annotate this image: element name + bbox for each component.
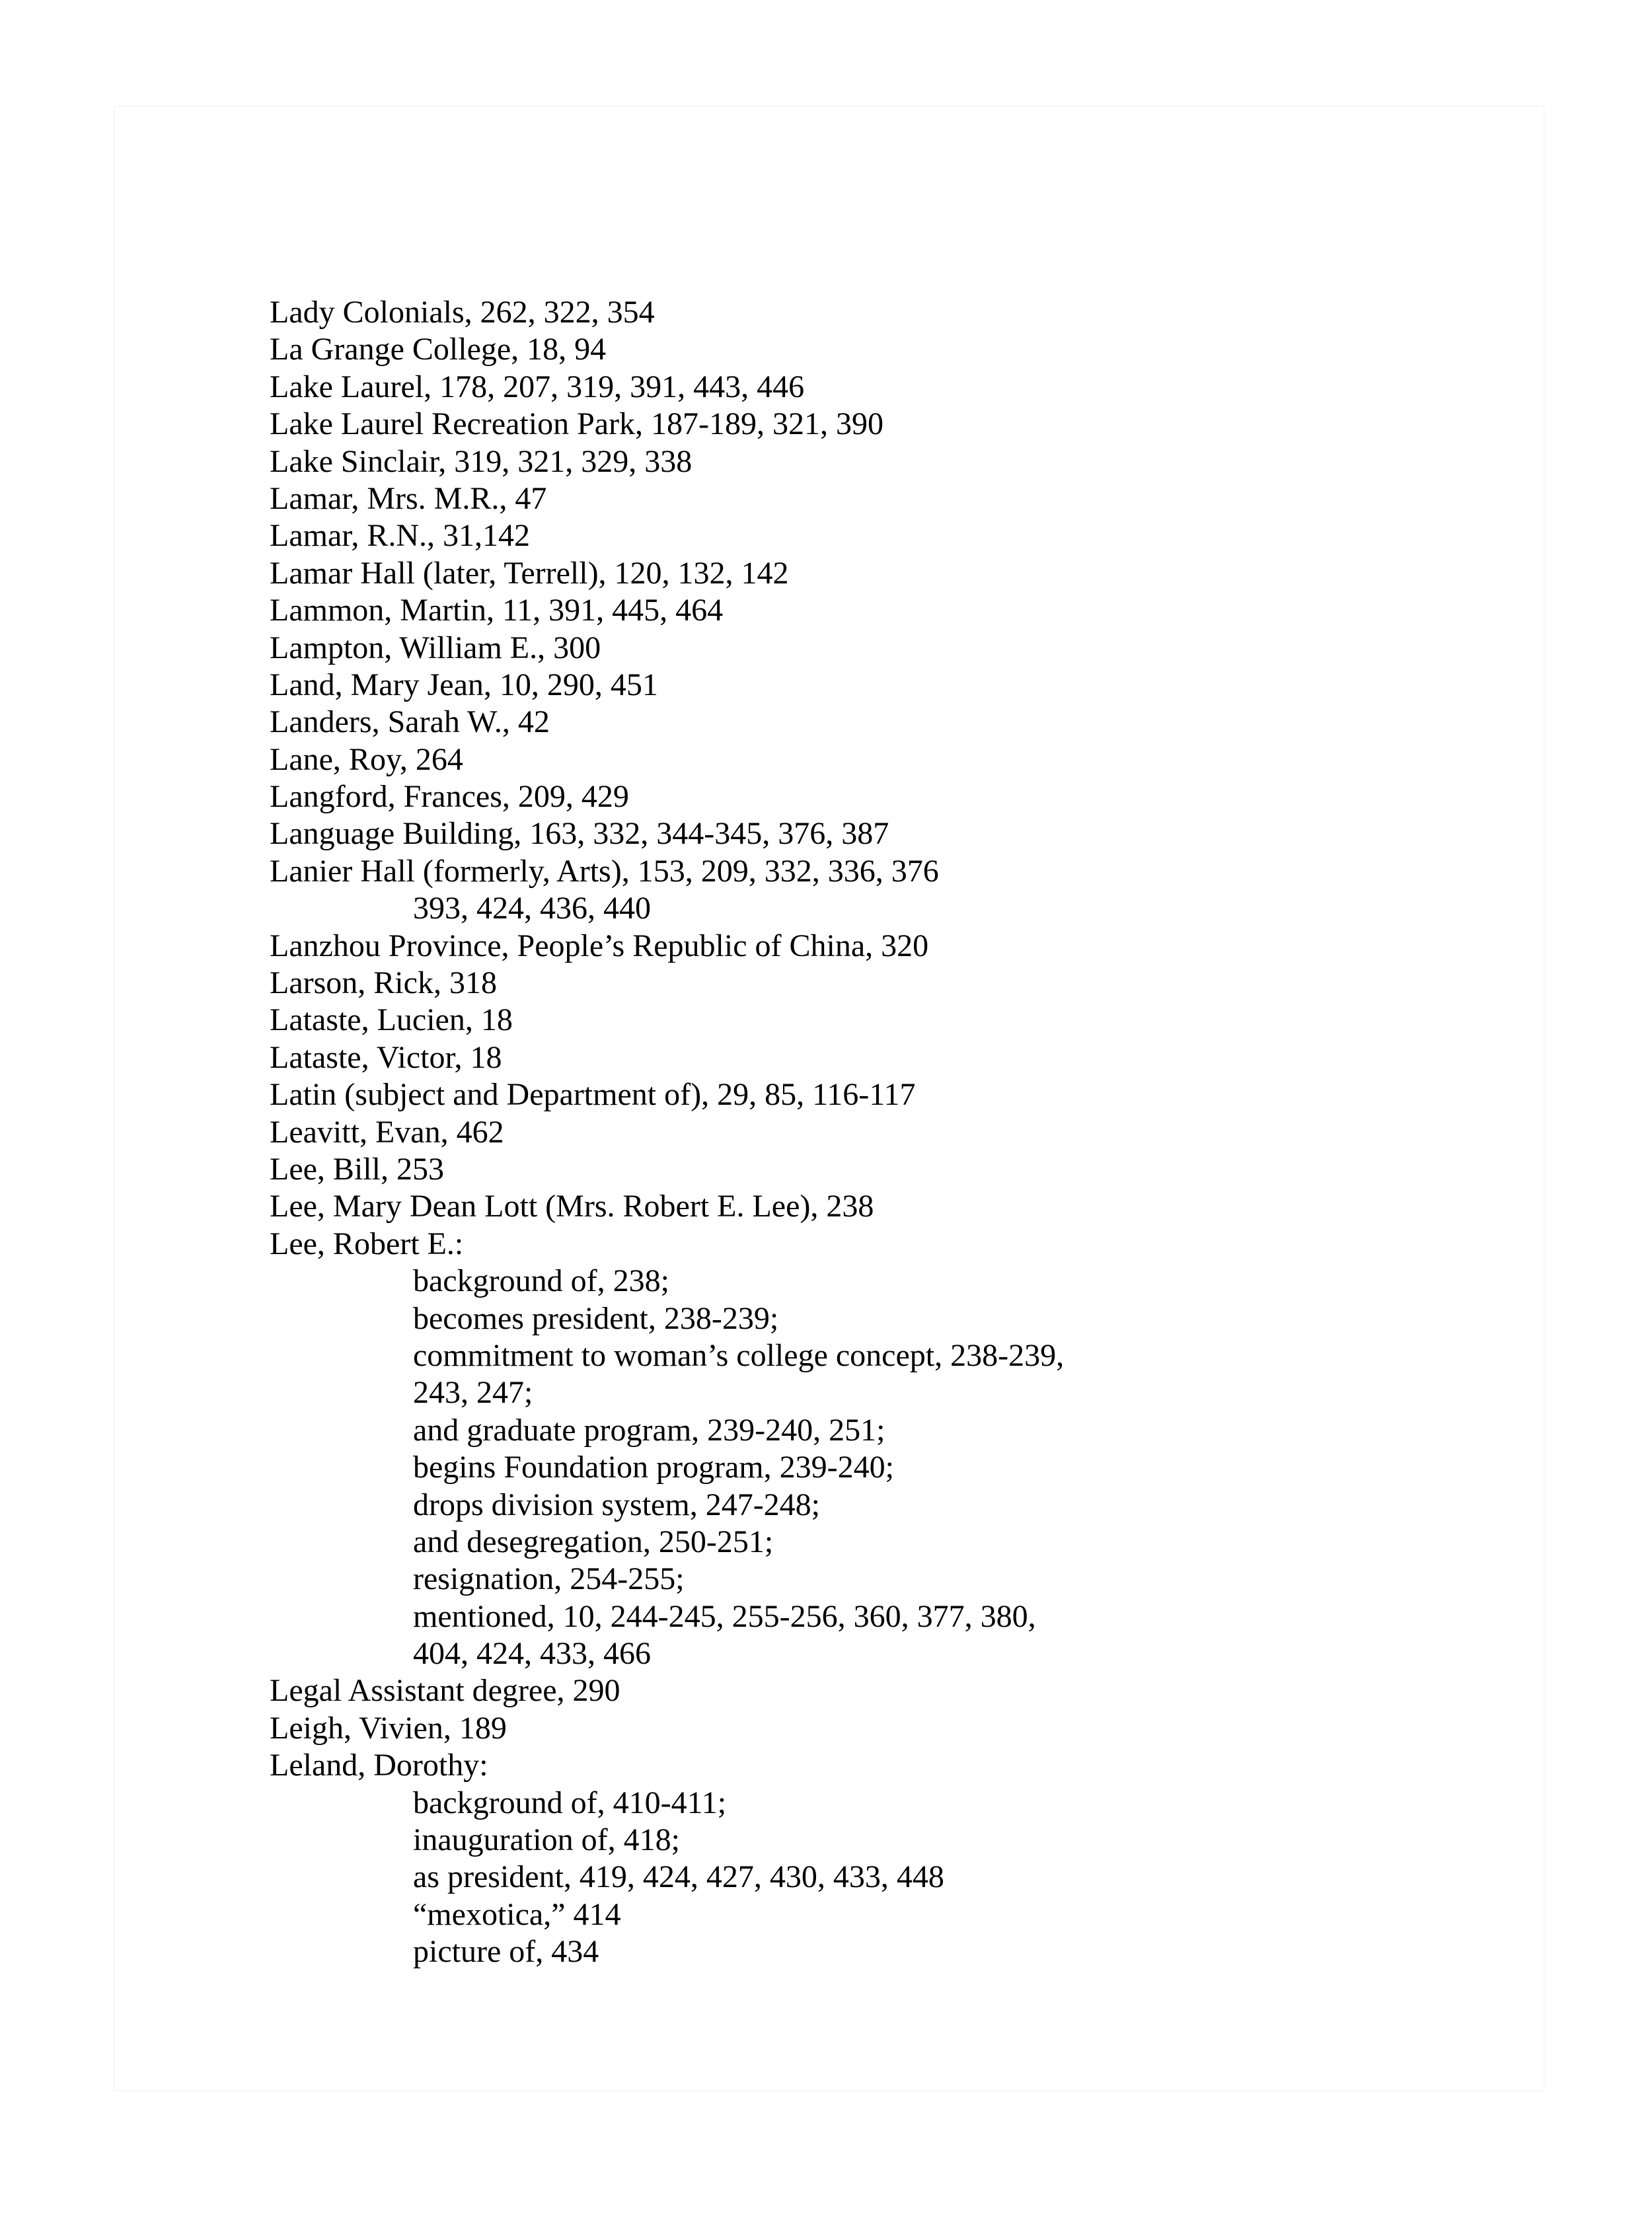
index-entry: Larson, Rick, 318 [270, 965, 497, 1001]
index-entry: Lanzhou Province, People’s Republic of China, 320 [270, 928, 929, 963]
index-subentry: mentioned, 10, 244-245, 255-256, 360, 377, 380, [413, 1598, 1036, 1634]
index-entry: Lampton, William E., 300 [270, 630, 601, 665]
index-entry: Lake Laurel, 178, 207, 319, 391, 443, 446 [270, 369, 805, 404]
index-continuation: 404, 424, 433, 466 [413, 1636, 651, 1672]
index-entry: Lanier Hall (formerly, Arts), 153, 209, 332, 336, 376 [270, 853, 939, 889]
index-subentry: and desegregation, 250-251; [413, 1524, 774, 1559]
index-subentry: inauguration of, 418; [413, 1822, 680, 1858]
index-entry: Lee, Bill, 253 [270, 1151, 444, 1187]
index-entry: Lee, Mary Dean Lott (Mrs. Robert E. Lee), 238 [270, 1189, 874, 1224]
index-entry: Lataste, Lucien, 18 [270, 1002, 513, 1038]
index-entry: Lammon, Martin, 11, 391, 445, 464 [270, 593, 724, 628]
index-entry: Lake Laurel Recreation Park, 187-189, 321, 390 [270, 406, 884, 442]
index-entry: Lake Sinclair, 319, 321, 329, 338 [270, 443, 693, 479]
index-entry: Lane, Roy, 264 [270, 741, 463, 777]
index-subentry: as president, 419, 424, 427, 430, 433, 448 [413, 1859, 944, 1895]
index-subentry: commitment to woman’s college concept, 238-239, [413, 1337, 1065, 1373]
index-subentry: and graduate program, 239-240, 251; [413, 1412, 885, 1448]
index-continuation: 393, 424, 436, 440 [413, 891, 651, 926]
index-subentry: picture of, 434 [413, 1934, 599, 1970]
index-subentry: becomes president, 238-239; [413, 1300, 779, 1336]
index-subentry: background of, 238; [413, 1263, 669, 1299]
index-subentry: drops division system, 247-248; [413, 1487, 821, 1522]
index-entry: Latin (subject and Department of), 29, 85, 116-117 [270, 1077, 916, 1113]
index-entry: La Grange College, 18, 94 [270, 332, 607, 367]
index-subentry: begins Foundation program, 239-240; [413, 1450, 894, 1485]
index-entry: Langford, Frances, 209, 429 [270, 779, 629, 815]
index-entry: Lataste, Victor, 18 [270, 1039, 502, 1075]
index-entry: Land, Mary Jean, 10, 290, 451 [270, 667, 658, 702]
index-entry: Language Building, 163, 332, 344-345, 376, 387 [270, 816, 889, 852]
index-entry: Lamar Hall (later, Terrell), 120, 132, 142 [270, 555, 789, 591]
index-entry: Lady Colonials, 262, 322, 354 [270, 295, 655, 330]
index-entry: Lamar, Mrs. M.R., 47 [270, 480, 547, 516]
index-list [270, 294, 1064, 1971]
index-entry: Leavitt, Evan, 462 [270, 1114, 504, 1150]
index-entry: Lee, Robert E.: [270, 1226, 464, 1261]
index-entry: Landers, Sarah W., 42 [270, 704, 550, 740]
index-entry: Lamar, R.N., 31,142 [270, 518, 531, 554]
index-continuation: 243, 247; [413, 1375, 533, 1411]
index-subentry: “mexotica,” 414 [413, 1896, 621, 1932]
index-entry: Legal Assistant degree, 290 [270, 1673, 620, 1709]
index-subentry: resignation, 254-255; [413, 1561, 685, 1597]
index-entry: Leigh, Vivien, 189 [270, 1710, 507, 1746]
index-entry: Leland, Dorothy: [270, 1748, 488, 1783]
index-subentry: background of, 410-411; [413, 1785, 727, 1820]
